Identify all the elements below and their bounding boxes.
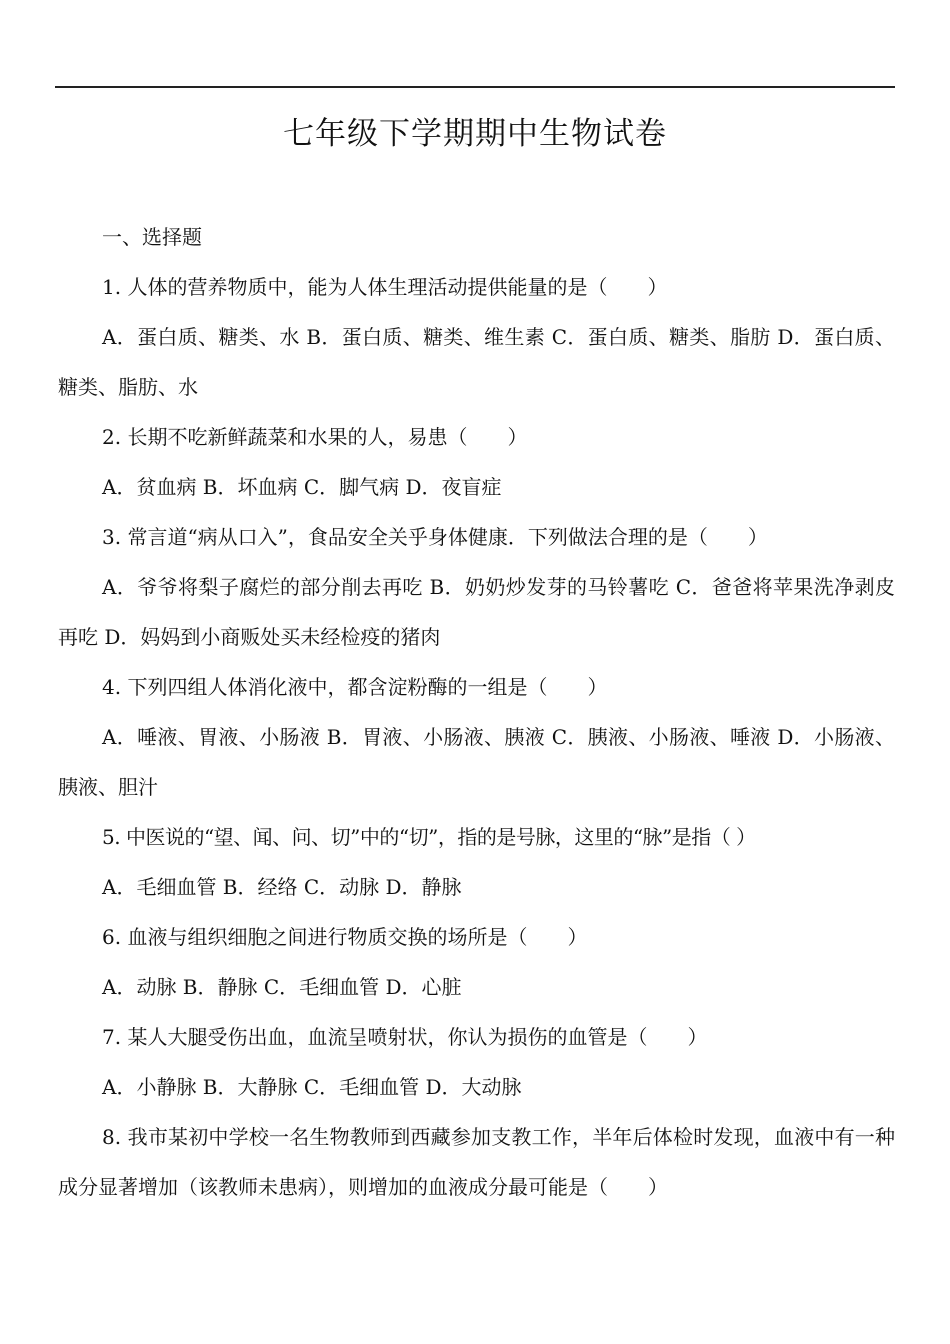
question-options: A．毛细血管 B．经络 C．动脉 D．静脉 <box>102 875 462 899</box>
section-heading: 一、选择题 <box>102 225 202 249</box>
question-stem: 4. 下列四组人体消化液中，都含淀粉酶的一组是（ ） <box>102 675 608 699</box>
question-options: A．爷爷将梨子腐烂的部分削去再吃 B．奶奶炒发芽的马铃薯吃 C．爸爸将苹果洗净剥皮再吃 D．妈妈到小商贩处买未经检疫的猪肉 <box>58 575 895 649</box>
question-stem: 7. 某人大腿受伤出血，血流呈喷射状，你认为损伤的血管是（ ） <box>102 1025 708 1049</box>
question-stem: 6. 血液与组织细胞之间进行物质交换的场所是（ ） <box>102 925 588 949</box>
question-stem: 2. 长期不吃新鲜蔬菜和水果的人，易患（ ） <box>102 425 528 449</box>
question-stem: 8. 我市某初中学校一名生物教师到西藏参加支教工作，半年后体检时发现，血液中有一种成分显著增加（该教师未患病），则增加的血液成分最可能是（ ） <box>58 1125 895 1199</box>
question-stem: 3. 常言道“病从口入”，食品安全关乎身体健康．下列做法合理的是（ ） <box>102 525 768 549</box>
exam-content <box>58 212 895 1212</box>
question-options: A．贫血病 B．坏血病 C．脚气病 D．夜盲症 <box>102 475 502 499</box>
question-stem: 1. 人体的营养物质中，能为人体生理活动提供能量的是（ ） <box>102 275 668 299</box>
question-stem: 5. 中医说的“望、闻、问、切”中的“切”，指的是号脉，这里的“脉”是指（ ） <box>102 825 756 849</box>
question-options: A．唾液、胃液、小肠液 B．胃液、小肠液、胰液 C．胰液、小肠液、唾液 D．小肠液、胰液、胆汁 <box>58 725 895 799</box>
question-options: A．动脉 B．静脉 C．毛细血管 D．心脏 <box>102 975 462 999</box>
question-options: A．小静脉 B．大静脉 C．毛细血管 D．大动脉 <box>102 1075 522 1099</box>
page-title: 七年级下学期期中生物试卷 <box>283 116 667 152</box>
question-options: A．蛋白质、糖类、水 B．蛋白质、糖类、维生素 C．蛋白质、糖类、脂肪 D．蛋白质、糖类、脂肪、水 <box>58 325 895 399</box>
header-rule <box>55 86 895 88</box>
